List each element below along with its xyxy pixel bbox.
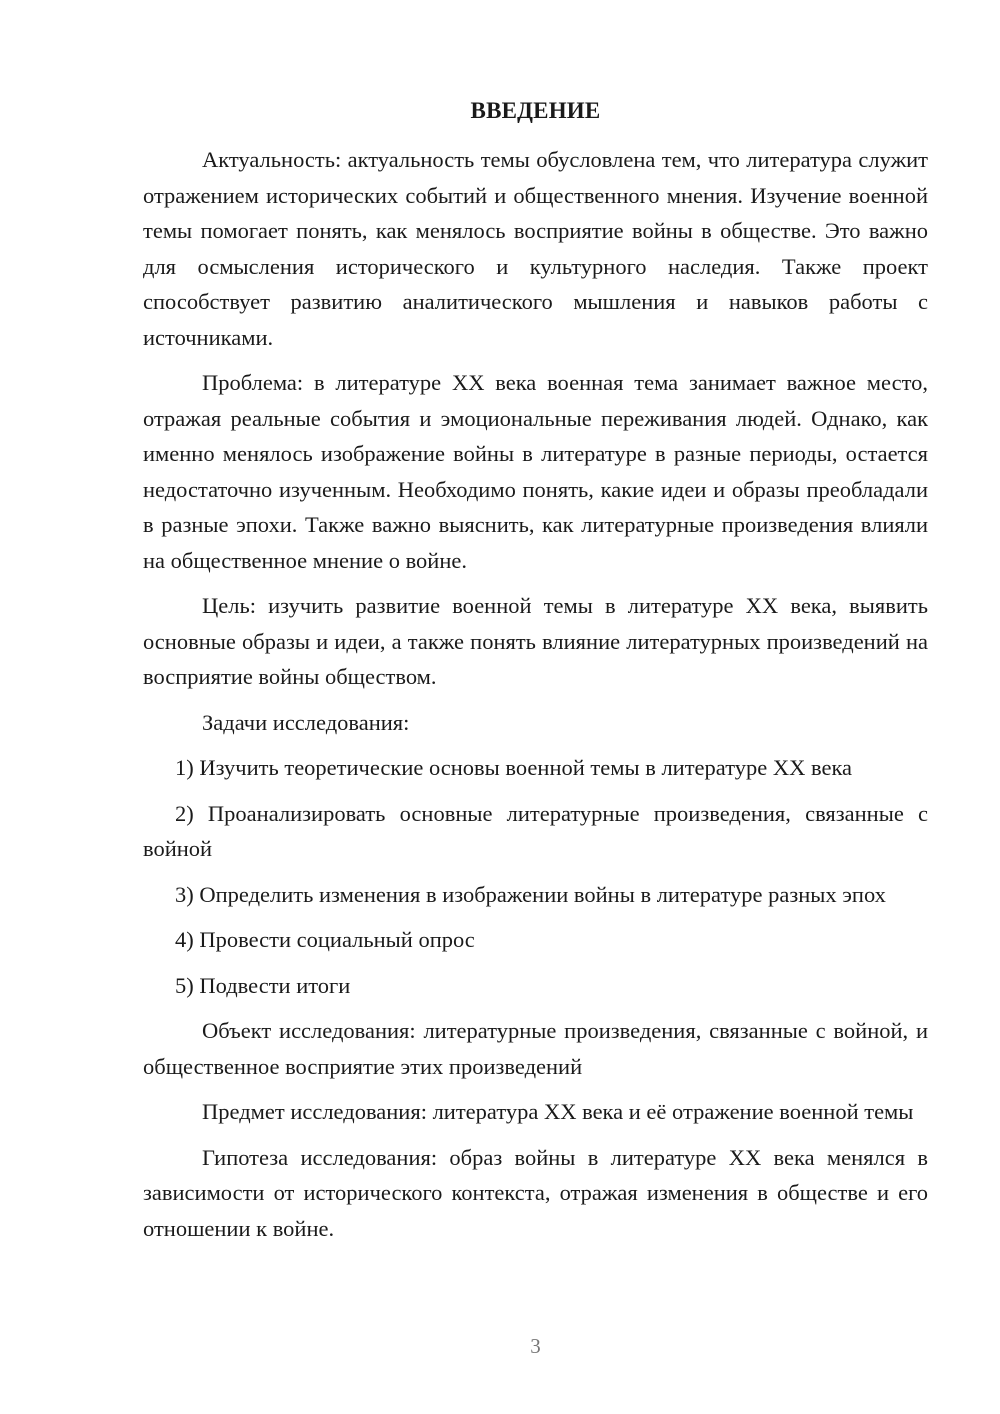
paragraph-object: Объект исследования: литературные произведения, связанные с войной, и общественное восприятие этих произведений	[143, 1018, 928, 1079]
document-body	[143, 142, 928, 1256]
section-title: ВВЕДЕНИЕ	[470, 98, 601, 123]
paragraph-goal: Цель: изучить развитие военной темы в литературе XX века, выявить основные образы и идеи, а также понять влияние литературных произведений на восприятие войны обществом.	[143, 593, 928, 689]
paragraph-problem: Проблема: в литературе XX века военная тема занимает важное место, отражая реальные события и эмоциональные переживания людей. Однако, как именно менялось изображение войны в литературе в разные периоды, остается недостаточно изученным. Необходимо понять, какие идеи и образы преобладали в разные эпохи. Также важно выяснить, как литературные произведения влияли на общественное мнение о войне.	[143, 370, 928, 573]
paragraph-relevance: Актуальность: актуальность темы обусловлена тем, что литература служит отражением исторических событий и общественного мнения. Изучение военной темы помогает понять, как менялось восприятие войны в обществе. Это важно для осмысления исторического и культурного наследия. Также проект способствует развитию аналитического мышления и навыков работы с источниками.	[143, 147, 928, 350]
task-item: 3) Определить изменения в изображении войны в литературе разных эпох	[175, 881, 886, 907]
page-number: 3	[530, 1334, 541, 1358]
task-item: 2) Проанализировать основные литературные произведения, связанные с войной	[143, 800, 928, 861]
task-item: 5) Подвести итоги	[175, 972, 351, 998]
document-page	[143, 0, 928, 1414]
paragraph-subject: Предмет исследования: литература XX века и её отражение военной темы	[202, 1099, 914, 1124]
paragraph-hypothesis: Гипотеза исследования: образ войны в литературе XX века менялся в зависимости от исторического контекста, отражая изменения в обществе и его отношении к войне.	[143, 1144, 928, 1241]
task-item: 1) Изучить теоретические основы военной темы в литературе XX века	[175, 755, 853, 780]
task-item: 4) Провести социальный опрос	[175, 927, 475, 952]
tasks-heading: Задачи исследования:	[202, 709, 410, 735]
